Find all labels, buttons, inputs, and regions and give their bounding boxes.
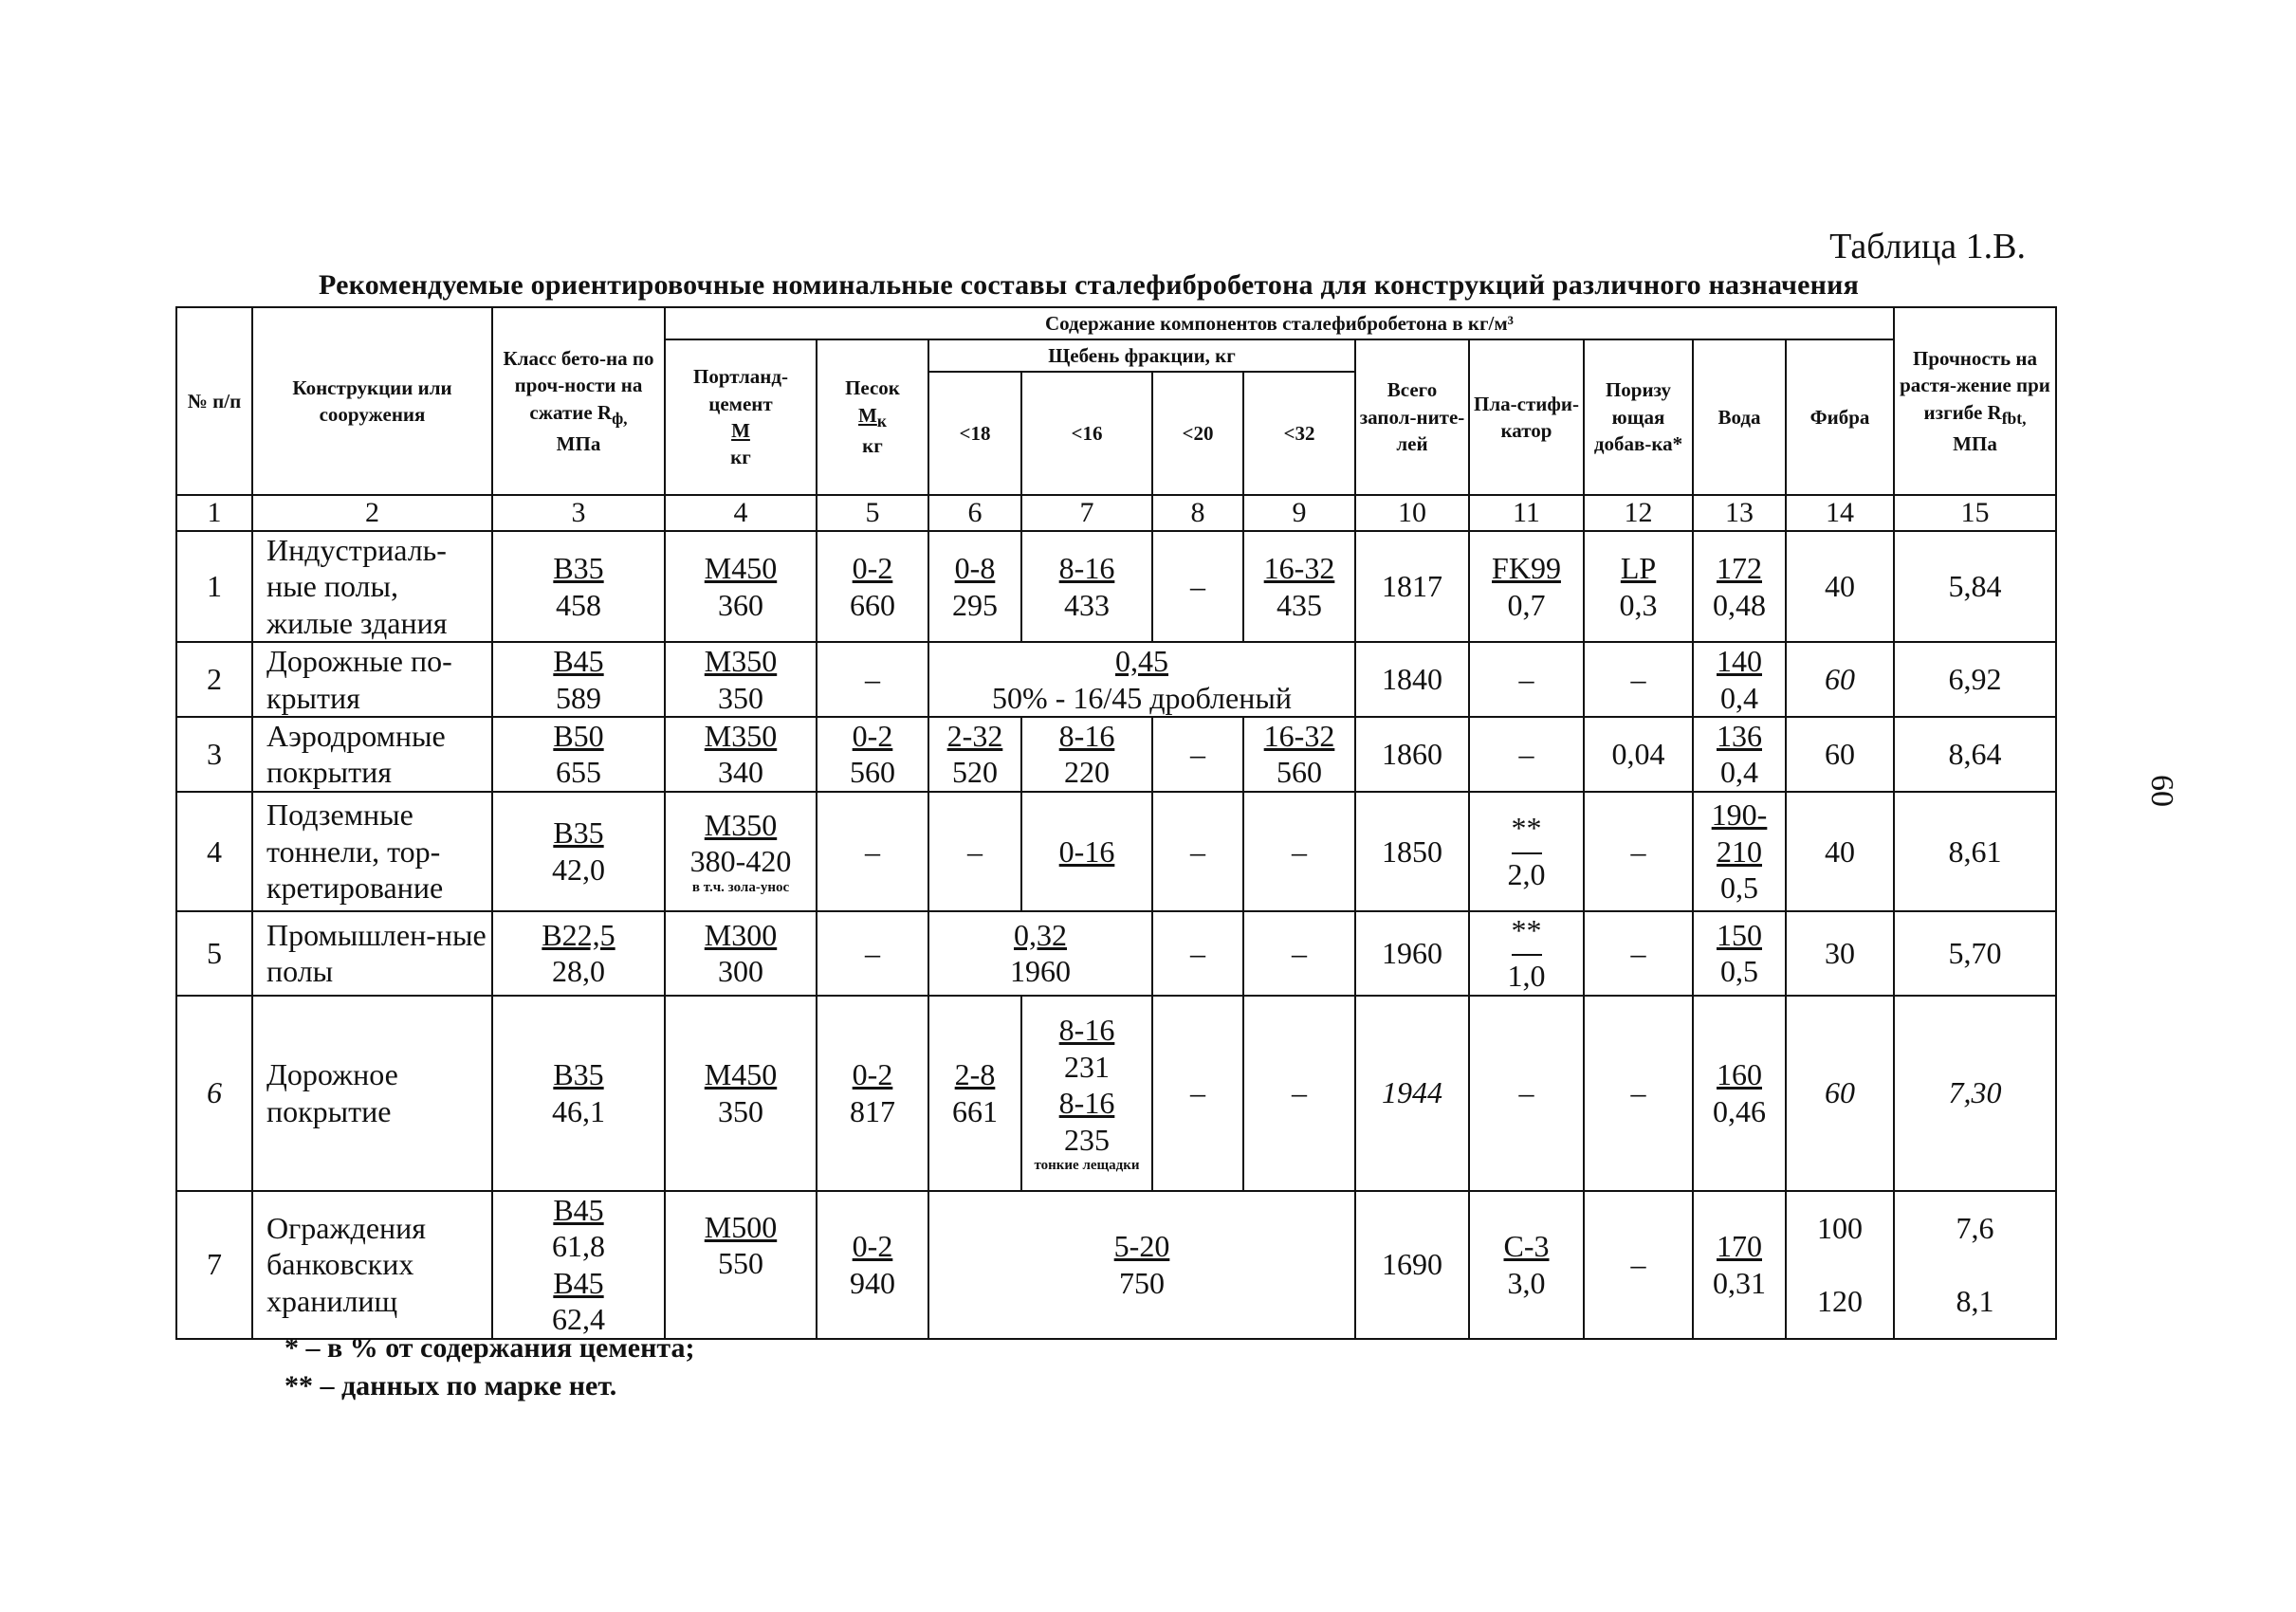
header-class: Класс бето-на по проч-ности на сжатие $R_{ф,}$ МПа <box>492 307 665 495</box>
footnote-1: * – в % от содержания цемента; <box>285 1332 695 1364</box>
table-row: 3 Аэродромные покрытия В50 655 М350 340 0-2 560 2-32 520 8-16 220 – 16-32 560 1860 – 0,04 136 0,4 60 8,64 <box>176 717 2056 792</box>
header-strength: Прочность на растя-жение при изгибе $R_{fbt,}$ МПа <box>1894 307 2056 495</box>
header-fillers: Всего запол-ните-лей <box>1355 339 1469 495</box>
header-sand: Песок $М_к$ кг <box>817 339 928 495</box>
header-plasticizer: Пла-стифи-катор <box>1469 339 1584 495</box>
composition-table <box>175 306 2057 1340</box>
header-g20: <20 <box>1152 372 1243 495</box>
header-g18: <18 <box>928 372 1021 495</box>
header-water: Вода <box>1693 339 1786 495</box>
header-fiber: Фибра <box>1786 339 1894 495</box>
header-porous: Поризу ющая добав-ка* <box>1584 339 1693 495</box>
header-cement: Портланд-цемент М кг <box>665 339 817 495</box>
header-construction: Конструкции или сооружения <box>252 307 492 495</box>
footnote-2: ** – данных по марке нет. <box>285 1370 617 1401</box>
table-row: 5 Промышлен-ные полы В22,5 28,0 М300 300 – 0,32 1960 – – 1960 $\frac{**}{1,0}$ – 150 0,5 30 5,70 <box>176 911 2056 996</box>
footnotes <box>285 1329 694 1405</box>
table-caption: Рекомендуемые ориентировочные номинальные составы сталефибробетона для конструкций различного назначения <box>319 269 1860 301</box>
header-g16: <16 <box>1021 372 1152 495</box>
table-row: 4 Подземные тоннели, тор-кретирование В35 42,0 М350 380-420 в т.ч. зола-унос – – 0-16 – – 1850 $\frac{**}{2,0}$ – 190- 210 0,5 40 8,61 <box>176 792 2056 911</box>
table-row: 2 Дорожные по-крытия В45 589 М350 350 – 0,45 50% - 16/45 дробленый 1840 – – 140 0,4 60 6,92 <box>176 642 2056 717</box>
table-row: 7 Ограждения банковских хранилищ В45 61,8 В45 62,4 М500 550 0-2 940 5-20 750 1690 С-3 3,0 – 170 0,31 100 120 7,6 8,1 <box>176 1191 2056 1339</box>
table-row: 6 Дорожное покрытие В35 46,1 М450 350 0-2 817 2-8 661 8-16 231 8-16 235 тонкие лещадки – – 1944 – – 160 0,46 60 7,30 <box>176 996 2056 1191</box>
column-numbers-row: 1 2 3 4 5 6 7 8 9 10 11 12 13 14 15 <box>176 495 2056 531</box>
header-components: Содержание компонентов сталефибробетона в кг/м³ <box>665 307 1894 339</box>
header-g32: <32 <box>1243 372 1355 495</box>
table-row: 1 Индустриаль-ные полы, жилые здания В35 458 М450 360 0-2 660 0-8 295 8-16 433 – 16-32 435 1817 FK99 0,7 LP 0,3 172 0,48 40 5,84 <box>176 531 2056 642</box>
page-number: 60 <box>2144 775 2179 807</box>
header-gravel: Щебень фракции, кг <box>928 339 1355 372</box>
header-num: № п/п <box>176 307 252 495</box>
table-label: Таблица 1.В. <box>1829 227 2026 266</box>
